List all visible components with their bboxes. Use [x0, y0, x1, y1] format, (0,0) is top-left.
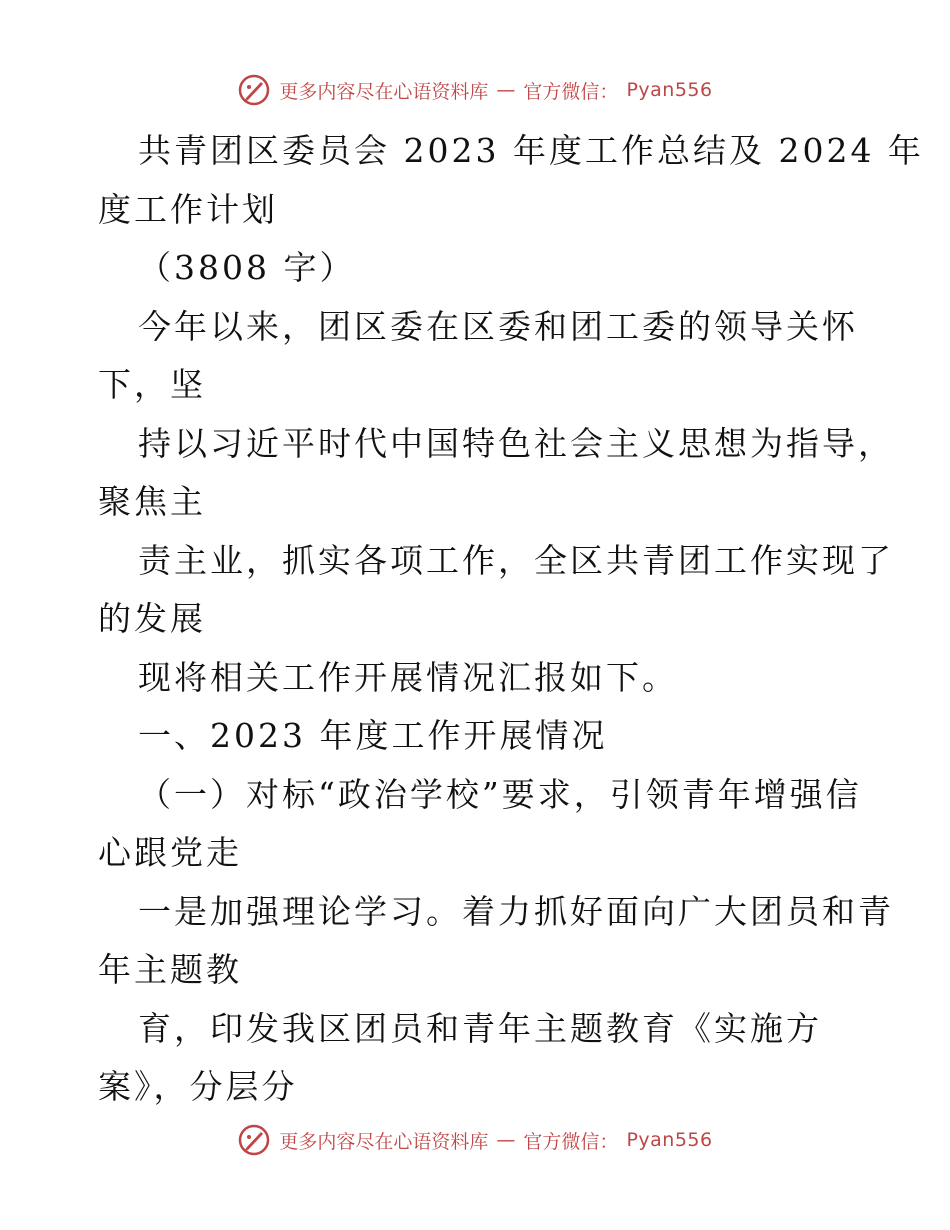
watermark-text: 更多内容尽在心语资料库 — [279, 1130, 489, 1153]
watermark-label: 官方微信： — [523, 80, 619, 103]
watermark-label: 官方微信： — [523, 1130, 619, 1153]
text-line: 年主题教 — [98, 950, 242, 989]
text-line: 的发展 — [98, 599, 206, 638]
watermark-text: 更多内容尽在心语资料库 — [279, 80, 489, 103]
text-line: 心跟党走 — [98, 833, 242, 872]
text-line: 一是加强理论学习。着力抓好面向广大团员和青 — [138, 891, 894, 931]
text-line: 一、2023 年度工作开展情况 — [138, 716, 608, 755]
text-line: 度工作计划 — [98, 189, 278, 229]
text-line: 聚焦主 — [98, 482, 206, 521]
text-line: 持以习近平时代中国特色社会主义思想为指导， — [138, 423, 894, 463]
text-line: 下，坚 — [98, 365, 206, 404]
watermark-id: Pyan556 — [626, 1129, 713, 1151]
text-line: 今年以来，团区委在区委和团工委的领导关怀 — [138, 306, 858, 346]
document-body — [98, 122, 924, 1117]
text-line: 责主业，抓实各项工作，全区共青团工作实现了 — [138, 540, 894, 580]
text-line: 案》，分层分 — [98, 1067, 298, 1106]
quill-logo-icon — [237, 73, 271, 107]
watermark-footer — [0, 1120, 950, 1160]
text-line: （3808 字） — [138, 248, 356, 287]
watermark-separator: — — [496, 79, 516, 101]
text-line: 共青团区委员会 2023 年度工作总结及 2024 年 — [138, 131, 924, 170]
text-line: （一）对标“政治学校”要求，引领青年增强信 — [138, 774, 862, 814]
watermark-separator: — — [496, 1129, 516, 1151]
watermark-header — [0, 70, 950, 110]
text-line: 育，印发我区团员和青年主题教育《实施方 — [138, 1008, 822, 1048]
watermark-id: Pyan556 — [626, 79, 713, 101]
quill-logo-icon — [237, 1123, 271, 1157]
text-line: 现将相关工作开展情况汇报如下。 — [138, 657, 678, 697]
